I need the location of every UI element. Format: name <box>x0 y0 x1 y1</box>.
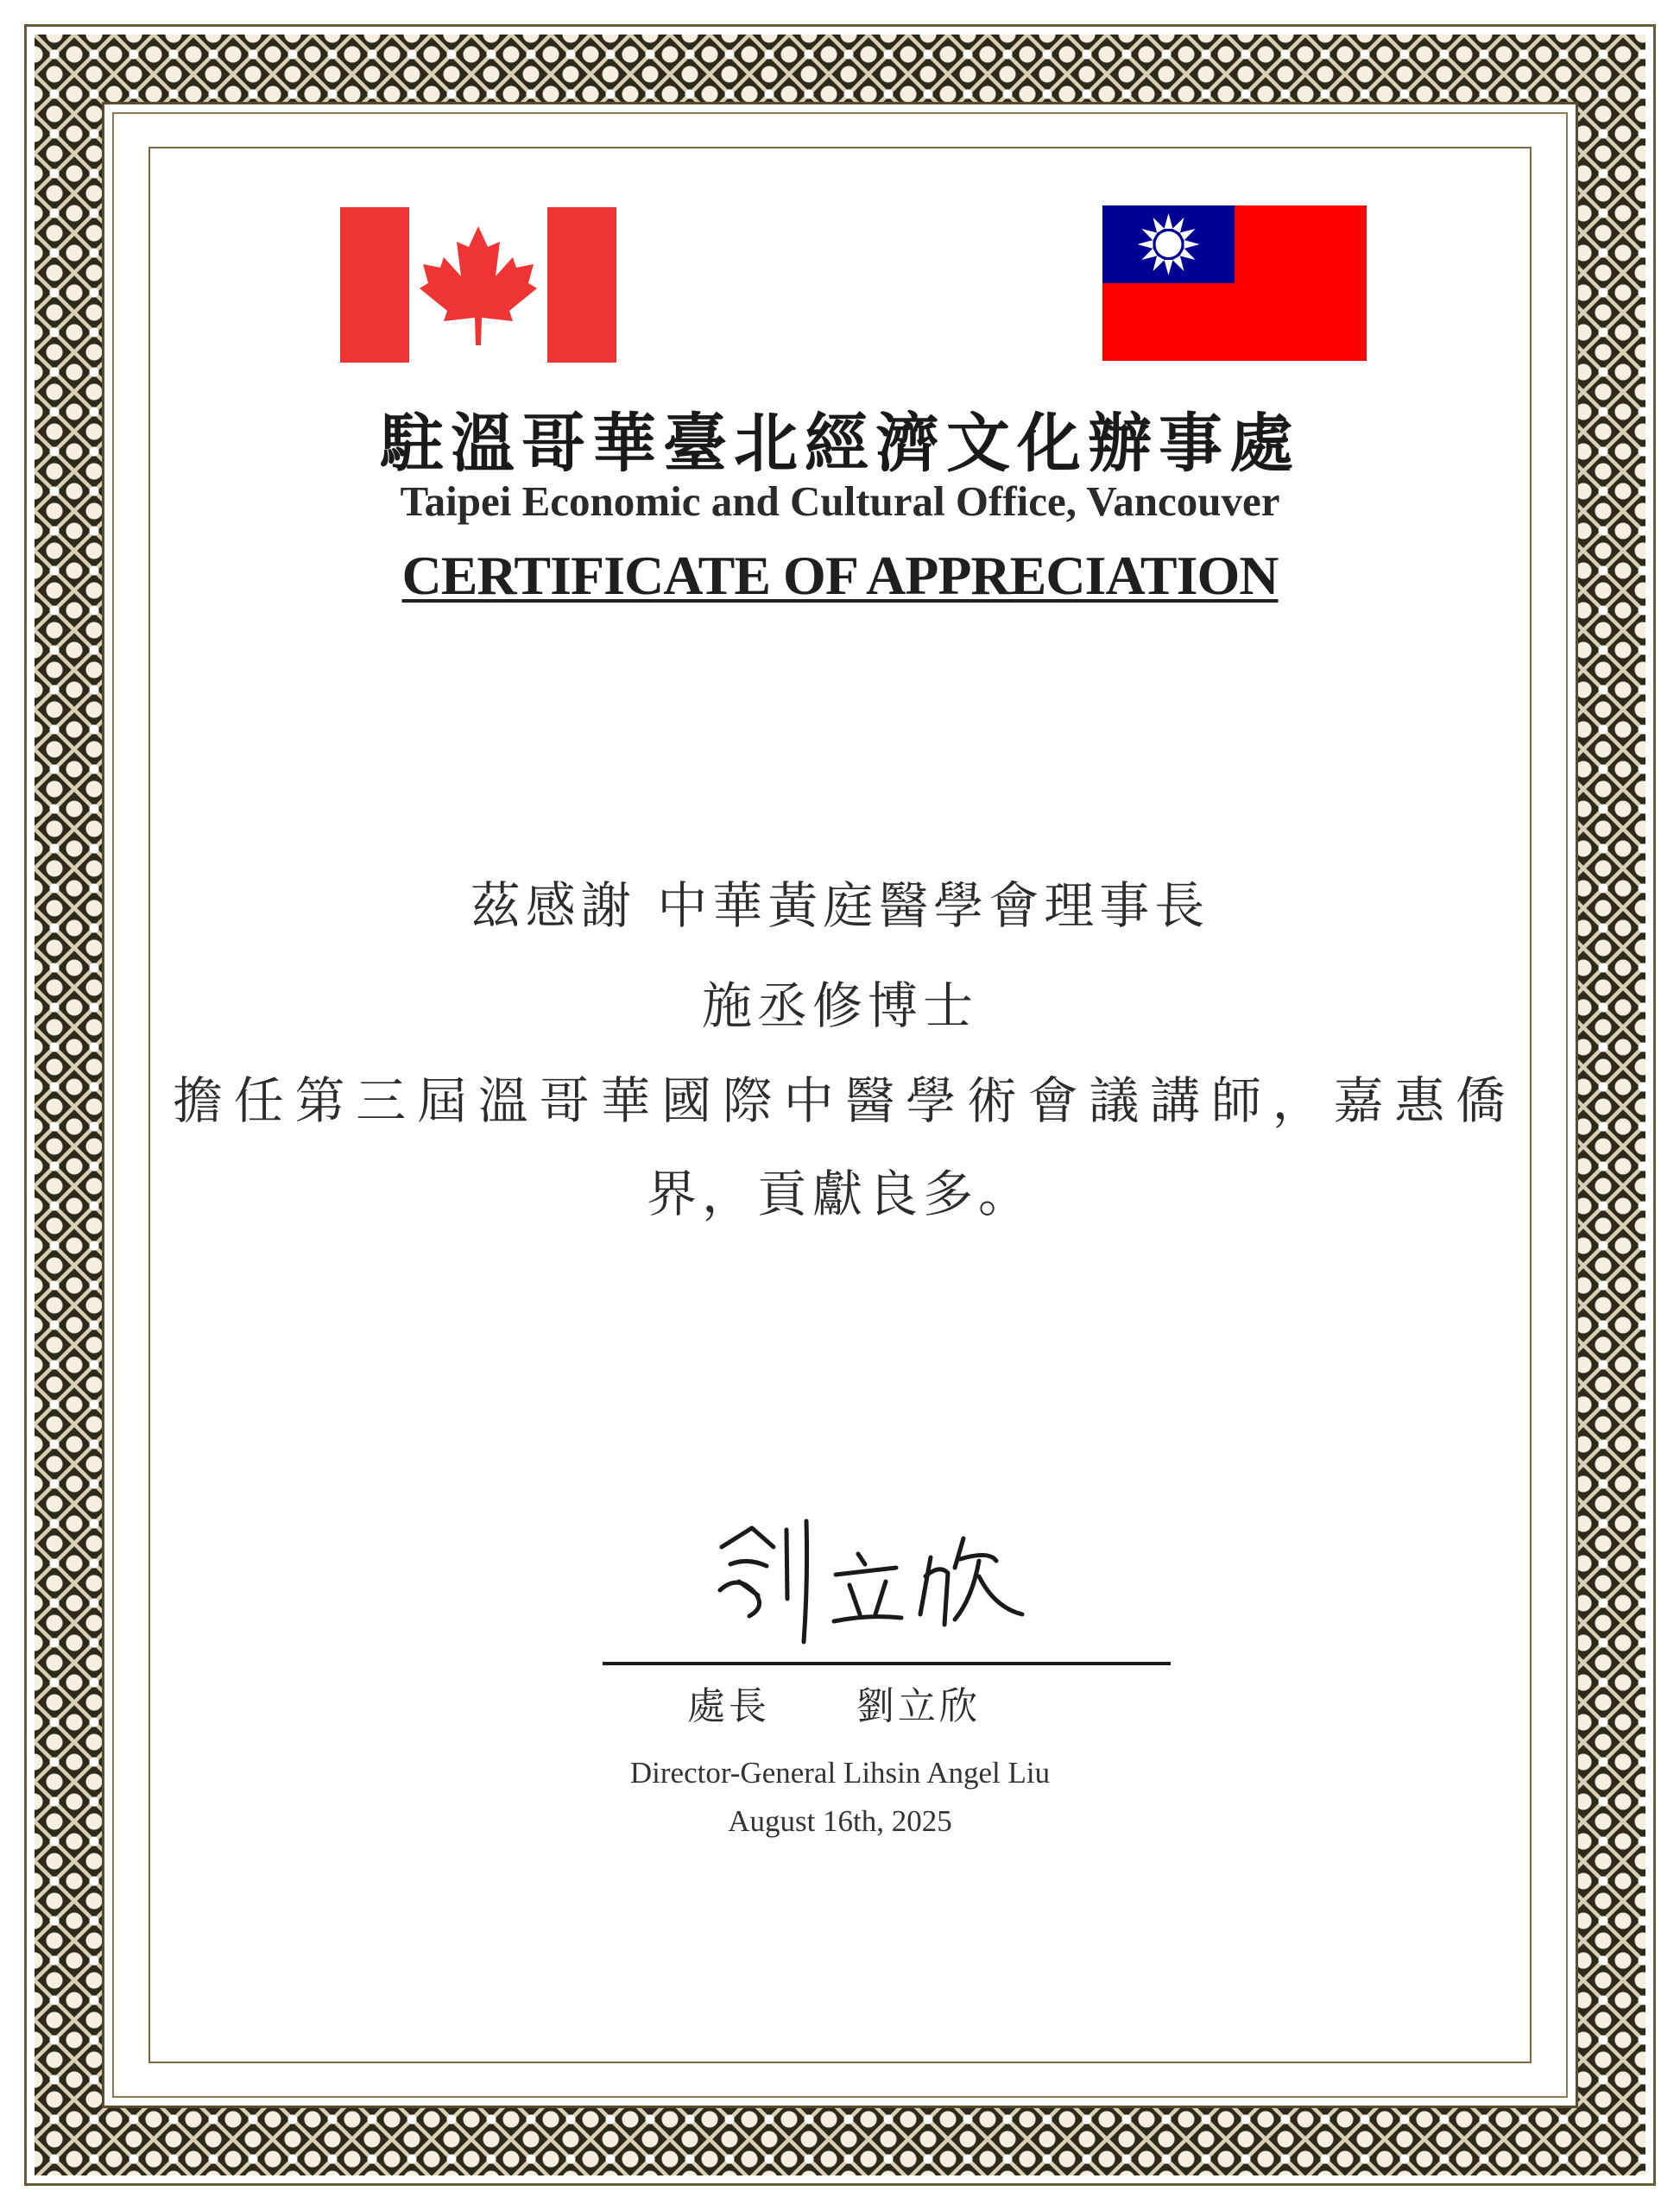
appreciation-line-4: 界，貢獻良多。 <box>646 1165 1033 1223</box>
certificate-title: CERTIFICATE OF APPRECIATION <box>401 545 1279 606</box>
appreciation-line-1: 茲感謝 中華黃庭醫學會理事長 <box>470 876 1210 935</box>
appreciation-line-3: 擔任第三屆溫哥華國際中醫學術會議講師，嘉惠僑 <box>173 1071 1507 1130</box>
signer-title-chinese: 處長 <box>687 1684 770 1728</box>
canada-flag-icon <box>340 207 616 363</box>
roc-flag-icon <box>1102 205 1367 361</box>
certificate-date: August 16th, 2025 <box>728 1804 952 1838</box>
office-name-chinese: 駐溫哥華臺北經濟文化辦事處 <box>380 407 1300 481</box>
handwritten-signature <box>704 1512 1033 1651</box>
office-name-english: Taipei Economic and Cultural Office, Vancouver <box>400 477 1280 525</box>
recipient-name: 施丞修博士 <box>701 976 978 1035</box>
signer-name-english: Director-General Lihsin Angel Liu <box>629 1756 1051 1790</box>
signer-name-chinese: 劉立欣 <box>856 1684 981 1728</box>
signature-line <box>603 1662 1171 1665</box>
